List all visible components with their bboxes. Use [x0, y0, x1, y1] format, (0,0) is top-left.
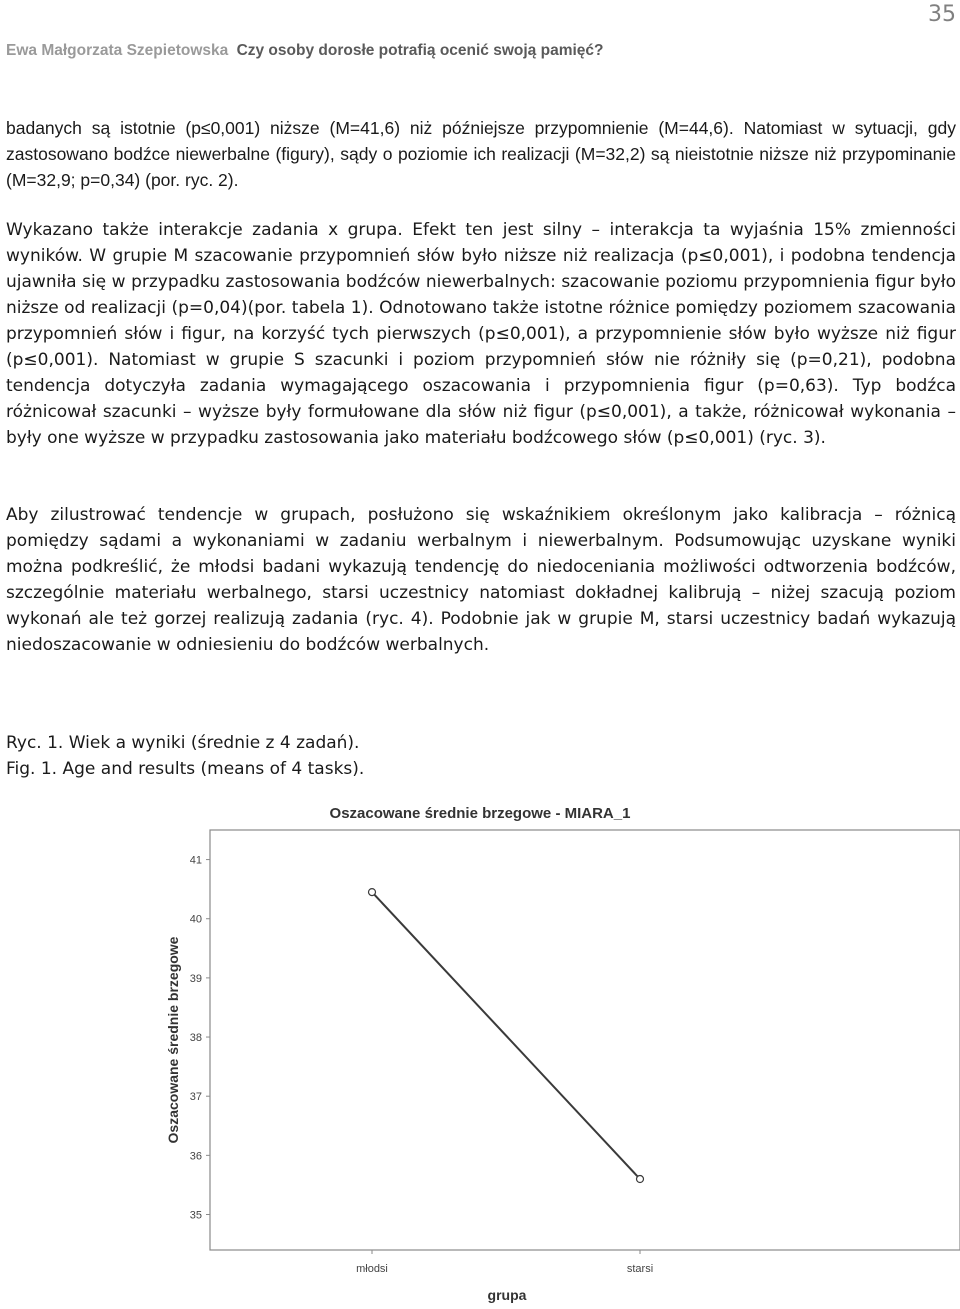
x-ticks [356, 1250, 653, 1275]
chart-title: Oszacowane średnie brzegowe - MIARA_1 [329, 805, 631, 822]
paragraph-1: badanych są istotnie (p≤0,001) niższe (M=41,6) niż późniejsze przypomnienie (M=44,6). Natomiast w sytuacji, gdy zastosowano bodźce niewerbalne (figury), sądy o poziomie ich realizacji (M=32,2) są nieistotnie niższe niż przypominanie (M=32,9; p=0,34) (por. ryc. 2). [6, 118, 956, 190]
data-point-mlodsi [369, 889, 376, 896]
x-tick-label: młodsi [356, 1263, 388, 1275]
plot-frame [210, 830, 960, 1250]
data-point-starsi [637, 1176, 644, 1183]
chart-svg [0, 795, 960, 1305]
figure-chart [0, 795, 960, 1305]
y-tick-label: 40 [189, 913, 202, 926]
page-number: 35 [928, 2, 956, 27]
figure-caption-pl: Ryc. 1. Wiek a wyniki (średnie z 4 zadań). [6, 733, 360, 753]
x-tick-label: starsi [626, 1263, 654, 1275]
x-axis-label: grupa [487, 1287, 527, 1303]
y-tick-label: 38 [189, 1032, 202, 1045]
header-title: Czy osoby dorosłe potrafią ocenić swoją pamięć? [236, 42, 604, 59]
y-tick-label: 39 [189, 972, 202, 985]
header-author: Ewa Małgorzata Szepietowska [6, 42, 229, 59]
y-tick-label: 37 [189, 1091, 202, 1104]
running-header [6, 42, 604, 60]
y-tick-label: 41 [189, 854, 202, 867]
y-axis-label: Oszacowane średnie brzegowe [165, 936, 181, 1144]
y-ticks [190, 855, 210, 1222]
figure-caption-en: Fig. 1. Age and results (means of 4 tasks). [6, 759, 365, 779]
paragraph-2: Wykazano także interakcje zadania x grupa. Efekt ten jest silny – interakcja ta wyjaśnia 15% zmienności wyników. W grupie M szacowanie przypomnień słów było niższe niż realizacja (p≤0,001), i podobna tendencja ujawniła się w przypadku zastosowania bodźców niewerbalnych: szacowanie poziomu przypomnienia figur było niższe od realizacji (p=0,04)(por. tabela 1). Odnotowano także istotne różnice pomiędzy poziomem szacowania przypomnień słów i figur, na korzyść tych pierwszych (p≤0,001), a przypomnienie słów było wyższe niż figur (p≤0,001). Natomiast w grupie S szacunki i poziom przypomnień słów nie różniły się (p=0,21), podobna tendencja dotyczyła zadania wymagającego oszacowania i przypomnienia figur (p=0,63). Typ bodźca różnicował szacunki – wyższe były formułowane dla słów niż figur (p≤0,001), a także, różnicował wykonania – były one wyższe w przypadku zastosowania jako materiału bodźcowego słów (p≤0,001) (ryc. 3). [6, 220, 956, 448]
paragraph-3: Aby zilustrować tendencje w grupach, posłużono się wskaźnikiem określonym jako kalibracja – różnicą pomiędzy sądami a wykonaniami w zadaniu werbalnym i niewerbalnym. Podsumowując uzyskane wyniki można podkreślić, że młodsi badani wykazują tendencję do niedoceniania możliwości odtworzenia bodźców, szczególnie materiału werbalnego, starsi uczestnicy natomiast dokładnej kalibrują – niżej szacują poziom wykonań ale też gorzej realizują zadania (ryc. 4). Podobnie jak w grupie M, starsi uczestnicy badań wykazują niedoszacowanie w odniesieniu do bodźców werbalnych. [6, 505, 956, 655]
y-tick-label: 36 [189, 1150, 202, 1163]
y-tick-label: 35 [189, 1209, 202, 1222]
